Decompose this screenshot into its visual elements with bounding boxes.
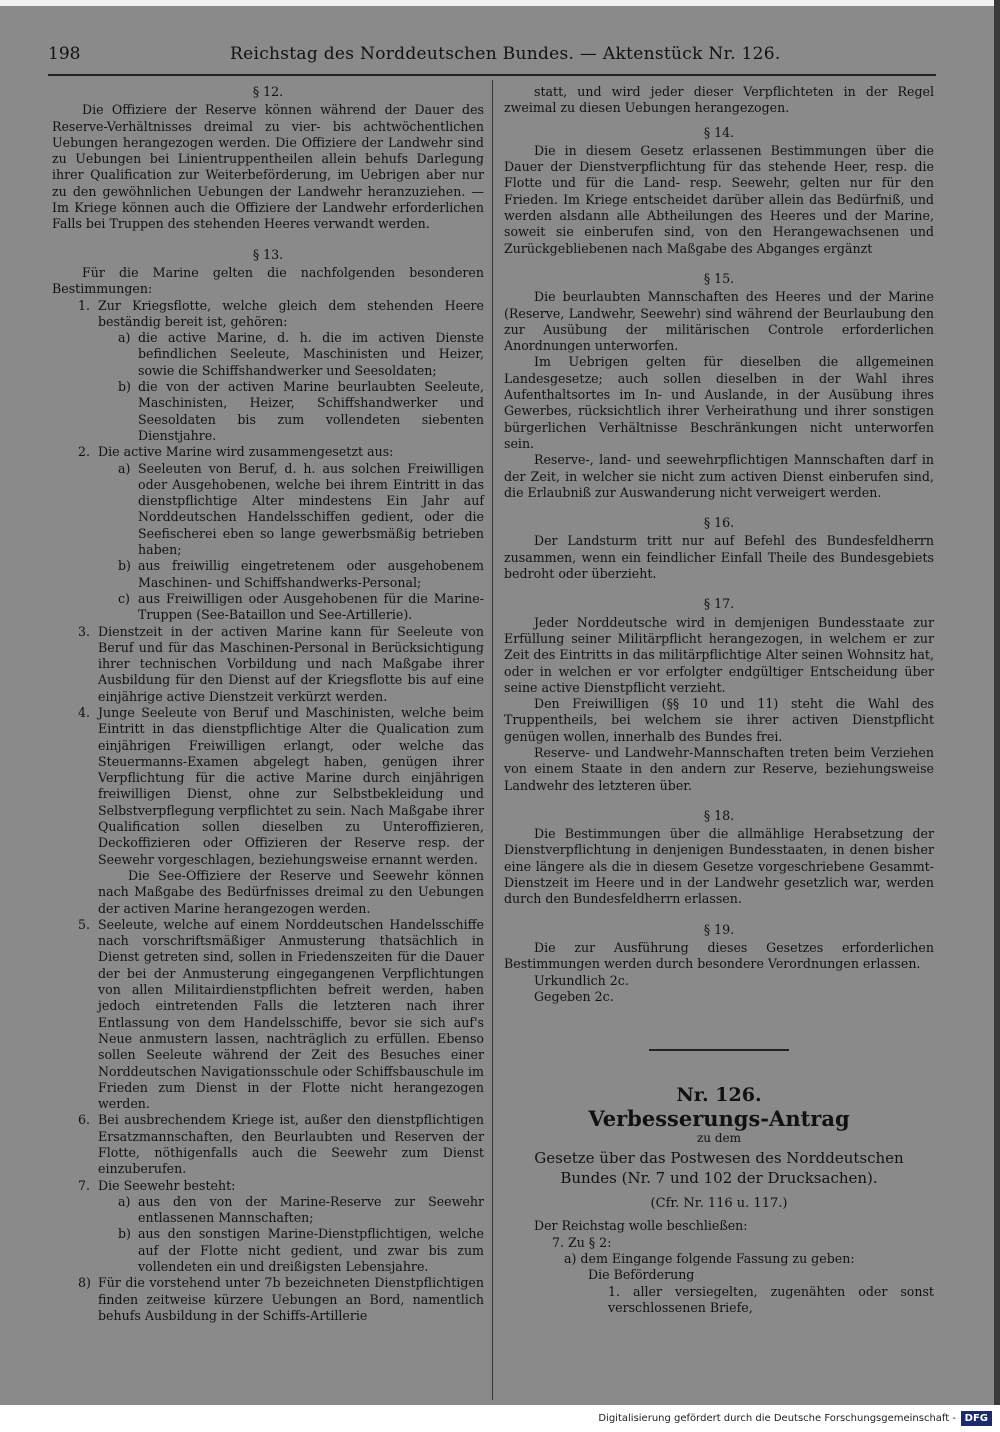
paragraph: Die See-Offiziere der Reserve und Seewehr können nach Maßgabe des Bedürfnisses dreimal zu den Uebungen der activen Marine herangezogen werden.	[98, 867, 484, 916]
item-text: Seeleuten von Beruf, d. h. aus solchen Freiwilligen oder Ausgehobenen, welche bei ihrem Eintritt in das dienstpflichtige Alter mindestens Ein Jahr auf Norddeutschen Handelsschiffen gedient, oder die Seefischerei eben so lange gewerbsmäßig betrieben haben;	[138, 460, 484, 558]
item-number: 8)	[78, 1275, 91, 1291]
item-number: 7.	[78, 1177, 91, 1193]
list-item	[118, 1226, 484, 1275]
item-text: aus freiwillig eingetretenem oder ausgehobenem Maschinen- und Schiffshandwerks-Personal;	[138, 558, 484, 590]
item-text: Seeleute, welche auf einem Norddeutschen Handelsschiffe nach vorschriftsmäßiger Anmusterung thatsächlich in Dienst getreten sind, sollen in Friedenszeiten für die Dauer der bei der Anmusterung eingegangenen Verpflichtungen von allen Militairdienstpflichten befreit werden, haben jedoch eintretenden Falls die letzteren nach ihrer Entlassung von dem Handelsschiffe, bevor sie sich auf's Neue anmustern lassen, nachträglich zu erfüllen. Ebenso sollen Seeleute während der Zeit des Besuches einer Norddeutschen Navigationsschule oder Schiffsbauschule im Frieden zum Dienst in der Flotte nicht herangezogen werden.	[98, 916, 484, 1112]
item-number: a)	[118, 330, 131, 346]
item-text: aus den von der Marine-Reserve zur Seewehr entlassenen Mannschaften;	[138, 1193, 484, 1226]
document-number: Nr. 126.	[676, 1084, 762, 1107]
dfg-logo: DFG	[961, 1411, 992, 1426]
section-heading: § 12.	[252, 84, 284, 99]
section-heading: § 13.	[252, 246, 284, 262]
paragraph: Die zur Ausführung dieses Gesetzes erforderlichen Bestimmungen werden durch besondere Verordnungen erlassen.	[504, 939, 934, 972]
running-title: Reichstag des Norddeutschen Bundes. — Aktenstück Nr. 126.	[230, 44, 781, 64]
amendment-subitem: a) dem Eingange folgende Fassung zu geben:	[564, 1250, 855, 1266]
list-item	[78, 1275, 484, 1324]
item-number: c)	[118, 590, 130, 606]
item-text: die active Marine, d. h. die im activen Dienste befindlichen Seeleute, Maschinisten und Heizer, sowie die Schiffshandwerker und Seesoldaten;	[138, 330, 484, 378]
item-number: b)	[118, 379, 131, 395]
paragraph: Reserve- und Landwehr-Mannschaften treten beim Verziehen von einem Staate in den andern zur Reserve, beziehungsweise Landwehr des letzteren über.	[504, 744, 934, 793]
list-item	[118, 1193, 484, 1227]
item-text: die von der activen Marine beurlaubten Seeleute, Maschinisten, Heizer, Schiffshandwerker und Seesoldaten bis zum vollendeten siebenten Dienstjahre.	[138, 379, 484, 443]
page-edge-right	[994, 0, 1000, 1405]
document-title: Verbesserungs-Antrag	[588, 1106, 850, 1132]
item-text: Die Seewehr besteht:	[98, 1177, 236, 1193]
paragraph: Für die Marine gelten die nachfolgenden besonderen Bestimmungen:	[52, 264, 484, 297]
section-heading: § 17.	[703, 596, 735, 612]
page-edge-top	[0, 0, 1000, 6]
section-heading: § 16.	[703, 515, 735, 531]
law-title: Gesetze über das Postwesen des Norddeutschen Bundes (Nr. 7 und 102 der Drucksachen).	[534, 1149, 904, 1188]
closing-formula: Gegeben 2c.	[534, 988, 614, 1004]
list-item	[78, 444, 484, 460]
page-header	[48, 40, 936, 76]
item-number: 5.	[78, 916, 91, 932]
page-number: 198	[48, 44, 81, 64]
list-item	[78, 297, 484, 331]
list-item	[118, 460, 484, 559]
list-item	[118, 558, 484, 591]
column-divider	[492, 80, 493, 1400]
list-item	[118, 330, 484, 379]
left-column	[52, 84, 484, 1324]
item-text: Für die vorstehend unter 7b bezeichneten Dienstpflichtigen finden zeitweise kürzere Uebungen an Bord, namentlich behufs Ausbildung in der Schiffs-Artillerie	[98, 1275, 484, 1323]
separator-rule	[649, 1049, 789, 1051]
paragraph: Die Offiziere der Reserve können während der Dauer des Reserve-Verhältnisses dreimal zu vier- bis achtwöchentlichen Uebungen herangezogen werden. Die Offiziere der Landwehr sind zu Uebungen bei Linientruppentheilen allein behufs Darlegung ihrer Qualification zur Weiterbeförderung, im Uebrigen aber nur zu den gewöhnlichen Uebungen der Landwehr heranzuziehen. — Im Kriege können auch die Offiziere der Landwehr erforderlichen Falls bei Truppen des stehenden Heeres verwandt werden.	[52, 102, 484, 232]
section-heading: § 19.	[703, 921, 735, 937]
amendment-item: 7. Zu § 2:	[552, 1234, 612, 1250]
paragraph: Die in diesem Gesetz erlassenen Bestimmungen über die Dauer der Dienstverpflichtung für das stehende Heer, resp. die Flotte und für die Land- resp. Seewehr, gelten nur für den Frieden. Im Kriege entscheidet darüber allein das Bedürfniß, und werden alsdann alle Abtheilungen des Heeres und der Marine, soweit sie einberufen sind, von den Herangewachsenen und Zurückgebliebenen nach Maßgabe des Abganges ergänzt	[504, 142, 934, 256]
item-text: aus Freiwilligen oder Ausgehobenen für die Marine-Truppen (See-Bataillon und See-Artillerie).	[138, 590, 484, 623]
section-heading: § 18.	[703, 807, 735, 823]
right-column	[504, 84, 934, 1316]
list-item	[118, 590, 484, 624]
list-item	[78, 623, 484, 705]
amendment-text: Die Beförderung	[588, 1267, 695, 1283]
closing-formula: Urkundlich 2c.	[534, 972, 629, 988]
subtitle-connector: zu dem	[696, 1130, 742, 1145]
item-number: 6.	[78, 1112, 91, 1128]
motion-intro: Der Reichstag wolle beschließen:	[534, 1218, 748, 1234]
amendment-text: 1. aller versiegelten, zugenähten oder sonst verschlossenen Briefe,	[608, 1283, 934, 1315]
list-item	[78, 916, 484, 1113]
item-text: Bei ausbrechendem Kriege ist, außer den dienstpflichtigen Ersatzmannschaften, den Beurlaubten und Reserven der Flotte, nöthigenfalls auch die Seewehr zum Dienst einzuberufen.	[98, 1112, 484, 1177]
item-number: b)	[118, 558, 131, 574]
digitization-footer	[0, 1405, 1000, 1432]
funding-credit: Digitalisierung gefördert durch die Deutsche Forschungsgemeinschaft -	[598, 1413, 956, 1424]
cross-reference: (Cfr. Nr. 116 u. 117.)	[650, 1196, 788, 1212]
item-text: Die active Marine wird zusammengesetzt aus:	[98, 444, 394, 460]
paragraph: Die beurlaubten Mannschaften des Heeres und der Marine (Reserve, Landwehr, Seewehr) sind während der Beurlaubung den zur Ausübung der militärischen Controle erforderlichen Anordnungen unterworfen.	[504, 289, 934, 354]
list-item	[78, 704, 484, 868]
paragraph: Den Freiwilligen (§§ 10 und 11) steht die Wahl des Truppentheils, bei welchem sie ihrer activen Dienstpflicht genügen wollen, innerhalb des Bundes frei.	[504, 696, 934, 744]
section-heading: § 15.	[703, 270, 735, 286]
item-number: a)	[118, 1193, 131, 1209]
paragraph: Im Uebrigen gelten für dieselben die allgemeinen Landesgesetze; auch sollen dieselben in der Wahl ihres Aufenthaltsortes im In- und Auslande, in der Ausübung ihres Gewerbes, rücksichtlich ihrer Verheirathung und ihrer sonstigen bürgerlichen Verhältnisse Beschränkungen nicht unterworfen sein.	[504, 354, 934, 451]
item-number: 1.	[78, 297, 91, 313]
paragraph: Die Bestimmungen über die allmählige Herabsetzung der Dienstverpflichtung in denjenigen Bundesstaaten, in denen bisher eine längere als die in diesem Gesetze vorgeschriebene Gesammt-Dienstzeit im Heere und in der Landwehr gesetzlich war, werden durch den Bundesfeldherrn erlassen.	[504, 826, 934, 907]
item-text: Junge Seeleute von Beruf und Maschinisten, welche beim Eintritt in das dienstpflichtige Alter die Qualication zum einjährigen Freiwilligen erlangt, oder welche das Steuermanns-Examen abgelegt haben, genügen ihrer Verpflichtung für die active Marine durch einjährigen freiwilligen Dienst, ohne zur Selbstbekleidung und Selbstverpflegung verpflichtet zu sein. Nach Maßgabe ihrer Qualification sollen dieselben zu Unteroffizieren, Deckoffizieren oder Offizieren der Reserve resp. der Seewehr vorgeschlagen, beziehungsweise ernannt werden.	[98, 704, 484, 867]
item-number: 2.	[78, 444, 91, 460]
paragraph: Der Landsturm tritt nur auf Befehl des Bundesfeldherrn zusammen, wenn ein feindlicher Einfall Theile des Bundesgebiets bedroht oder überzieht.	[504, 533, 934, 582]
item-number: 3.	[78, 623, 91, 639]
paragraph: Jeder Norddeutsche wird in demjenigen Bundesstaate zur Erfüllung seiner Militärpflicht herangezogen, in welchem er zur Zeit des Eintritts in das militärpflichtige Alter seinen Wohnsitz hat, oder in welchen er vor erfolgter endgültiger Entscheidung über seine active Dienstpflicht verzieht.	[504, 614, 934, 695]
list-item	[78, 1177, 484, 1194]
list-item	[118, 379, 484, 444]
item-text: Zur Kriegsflotte, welche gleich dem stehenden Heere beständig bereit ist, gehören:	[98, 297, 484, 329]
section-heading: § 14.	[703, 124, 735, 140]
item-number: b)	[118, 1226, 131, 1242]
item-number: 4.	[78, 704, 91, 720]
list-item	[78, 1112, 484, 1177]
item-number: a)	[118, 460, 131, 476]
paragraph: statt, und wird jeder dieser Verpflichteten in der Regel zweimal zu diesen Uebungen herangezogen.	[504, 84, 934, 116]
paragraph: Reserve-, land- und seewehrpflichtigen Mannschaften darf in der Zeit, in welcher sie nicht zum activen Dienst einberufen sind, die Erlaubniß zur Auswanderung nicht verweigert werden.	[504, 452, 934, 500]
item-text: aus den sonstigen Marine-Dienstpflichtigen, welche auf der Flotte nicht gedient, und zwar bis zum vollendeten ein und dreißigsten Lebensjahre.	[138, 1226, 484, 1275]
item-text: Dienstzeit in der activen Marine kann für Seeleute von Beruf und für das Maschinen-Personal in Berücksichtigung ihrer technischen Vorbildung und nach Maßgabe ihrer Ausbildung für den Dienst auf der Kriegsflotte bis auf eine einjährige active Dienstzeit verkürzt werden.	[98, 623, 484, 704]
